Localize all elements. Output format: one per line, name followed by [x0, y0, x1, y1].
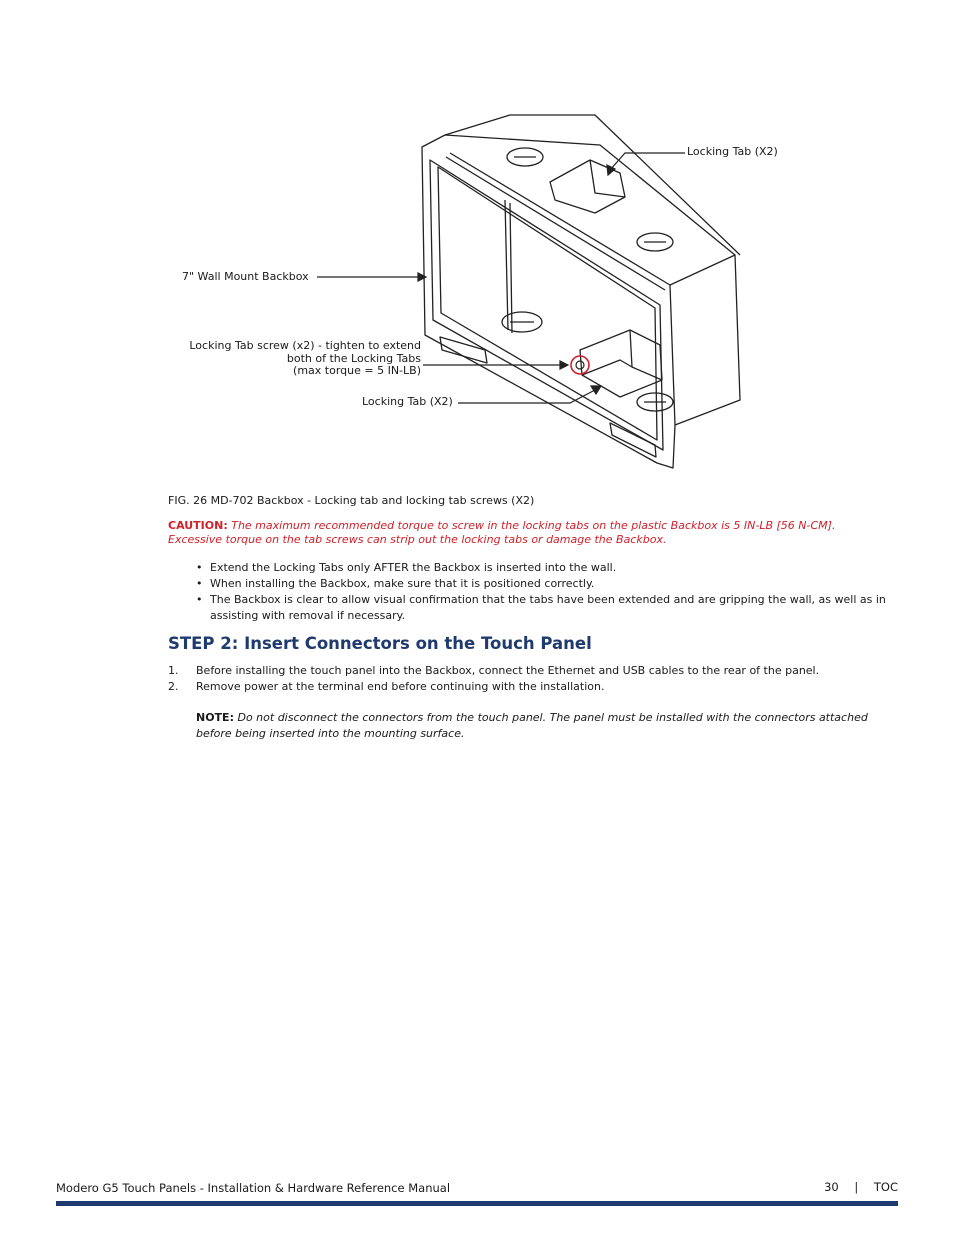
- callout-locking-tab-top: Locking Tab (X2): [687, 145, 778, 158]
- backbox-figure: [150, 105, 810, 480]
- step-list: [168, 663, 888, 695]
- callout-backbox: 7" Wall Mount Backbox: [182, 270, 309, 283]
- page-number: 30: [824, 1180, 839, 1194]
- backbox-illustration: [150, 105, 810, 480]
- caution-text: The maximum recommended torque to screw in the locking tabs on the plastic Backbox is 5 IN-LB [56 N-CM]. Excessive torque on the tab screws can strip out the locking tabs or damage the Backbox.: [168, 519, 836, 546]
- callout-screw-line3: (max torque = 5 IN-LB): [293, 364, 421, 377]
- list-item: [168, 679, 888, 695]
- step-text: Remove power at the terminal end before continuing with the installation.: [196, 680, 605, 693]
- caution-label: CAUTION:: [168, 519, 228, 532]
- list-item: [168, 663, 888, 679]
- callout-locking-tab-bottom: Locking Tab (X2): [362, 395, 453, 408]
- list-item: • Extend the Locking Tabs only AFTER the Backbox is inserted into the wall.: [196, 560, 896, 576]
- list-item: • When installing the Backbox, make sure that it is positioned correctly.: [196, 576, 896, 592]
- footer-separator: |: [854, 1180, 859, 1194]
- step-number: 1.: [168, 664, 179, 677]
- note-text: Do not disconnect the connectors from the touch panel. The panel must be installed with the connectors attached before being inserted into the mounting surface.: [196, 711, 868, 740]
- note-label: NOTE:: [196, 711, 234, 724]
- figure-caption: FIG. 26 MD-702 Backbox - Locking tab and locking tab screws (X2): [168, 494, 535, 507]
- step-text: Before installing the touch panel into the Backbox, connect the Ethernet and USB cables to the rear of the panel.: [196, 664, 820, 677]
- screw-highlight-ring: [571, 356, 589, 374]
- bullet-list: [196, 560, 896, 624]
- note: [196, 710, 891, 742]
- callout-screw-line2: both of the Locking Tabs: [286, 351, 421, 365]
- toc-link[interactable]: TOC: [873, 1180, 898, 1194]
- callout-screw: [170, 340, 421, 378]
- step-number: 2.: [168, 680, 179, 693]
- footer-nav: [824, 1180, 898, 1194]
- caution-note: [168, 519, 868, 546]
- section-heading: STEP 2: Insert Connectors on the Touch Panel: [168, 634, 592, 653]
- footer-divider: [56, 1201, 898, 1206]
- callout-screw-line1: Locking Tab screw (x2) - tighten to extend: [189, 339, 421, 352]
- list-item: • The Backbox is clear to allow visual confirmation that the tabs have been extended and are gripping the wall, as well as in assisting with removal if necessary.: [196, 592, 896, 623]
- screw-icon: [576, 361, 584, 369]
- footer-title: Modero G5 Touch Panels - Installation & Hardware Reference Manual: [56, 1181, 451, 1195]
